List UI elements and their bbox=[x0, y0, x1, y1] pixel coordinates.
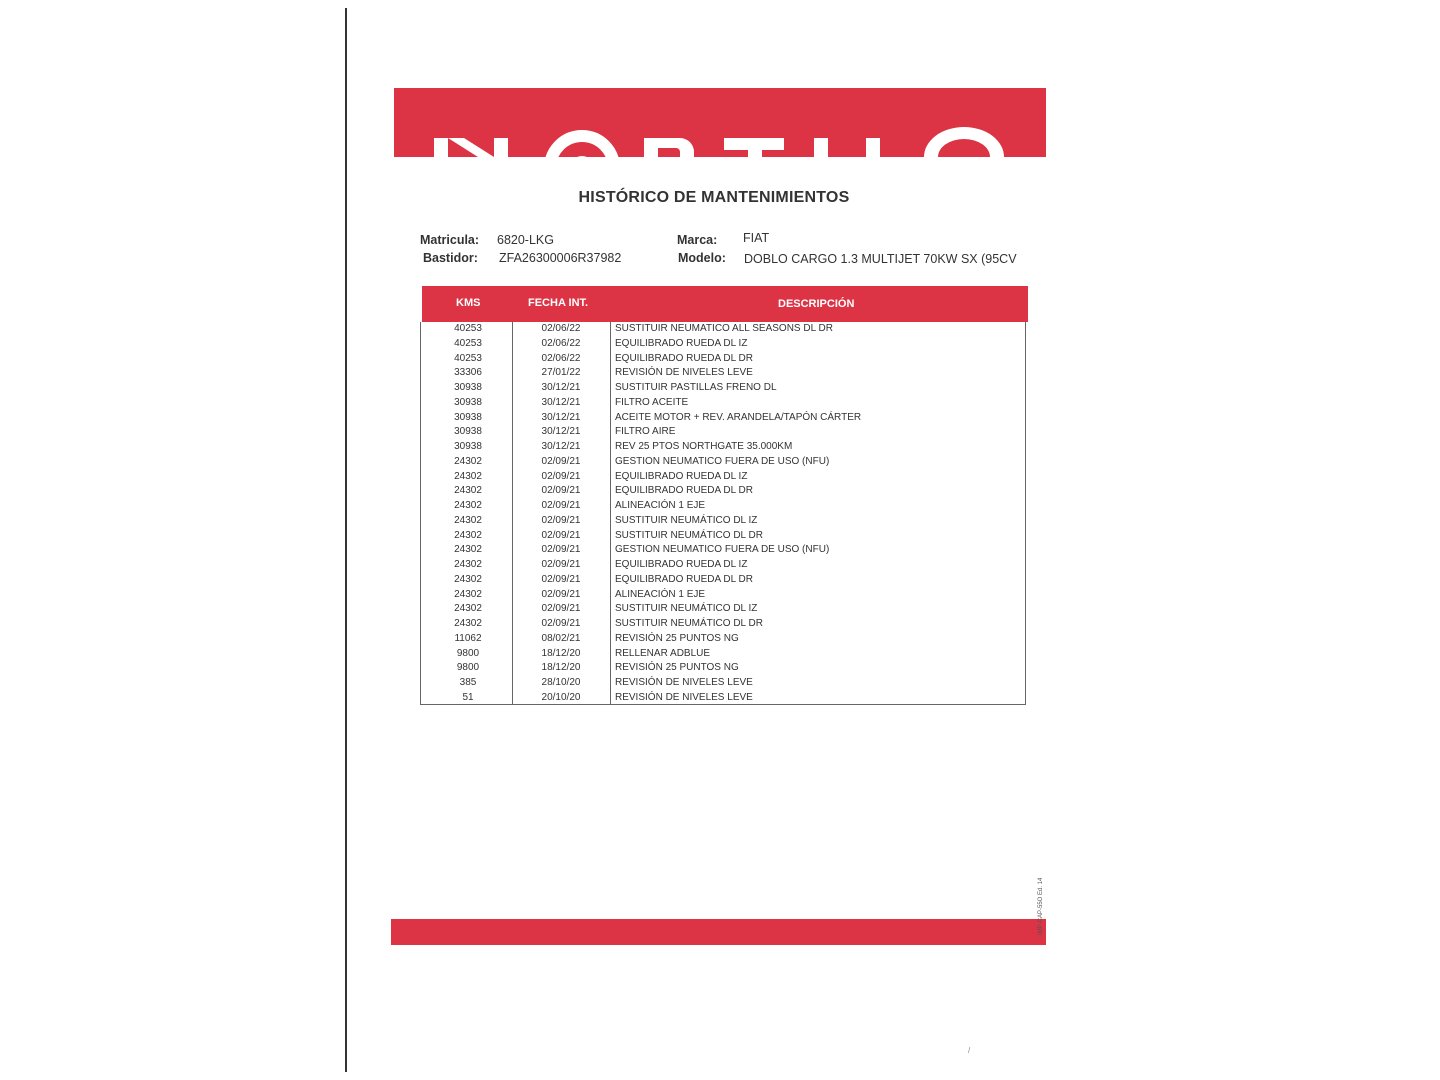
page-edge-line bbox=[345, 8, 347, 1072]
table-row bbox=[421, 397, 1025, 412]
fecha-cell: 18/12/20 bbox=[541, 647, 581, 659]
kms-cell: 24302 bbox=[454, 588, 482, 600]
table-row bbox=[421, 574, 1025, 589]
descripcion-cell: SUSTITUIR NEUMATICO ALL SEASONS DL DR bbox=[615, 323, 834, 334]
descripcion-cell: REVISIÓN 25 PUNTOS NG bbox=[615, 662, 739, 674]
descripcion-cell: SUSTITUIR NEUMÁTICO DL IZ bbox=[615, 603, 758, 615]
marca-value: FIAT bbox=[743, 231, 770, 245]
table-row bbox=[421, 456, 1025, 471]
table-row bbox=[421, 485, 1025, 500]
descripcion-cell: EQUILIBRADO RUEDA DL IZ bbox=[615, 470, 748, 482]
descripcion-cell: ALINEACIÓN 1 EJE bbox=[615, 500, 706, 511]
table-row bbox=[421, 530, 1025, 545]
header-kms: KMS bbox=[456, 297, 481, 309]
kms-cell: 24302 bbox=[454, 603, 482, 615]
kms-cell: 24302 bbox=[454, 470, 482, 482]
modelo-value: DOBLO CARGO 1.3 MULTIJET 70KW SX (95CV bbox=[744, 252, 1017, 266]
descripcion-cell: REVISIÓN DE NIVELES LEVE bbox=[615, 367, 753, 379]
descripcion-cell: REVISIÓN DE NIVELES LEVE bbox=[615, 691, 753, 703]
kms-cell: 24302 bbox=[454, 455, 482, 467]
table-header bbox=[422, 286, 1028, 322]
kms-cell: 385 bbox=[459, 677, 477, 688]
descripcion-cell: SUSTITUIR NEUMÁTICO DL DR bbox=[615, 529, 763, 541]
corner-mark: / bbox=[968, 1046, 971, 1055]
footer-band bbox=[391, 919, 1046, 945]
kms-cell: 9800 bbox=[456, 647, 480, 659]
fecha-cell: 30/12/21 bbox=[541, 382, 581, 393]
descripcion-cell: GESTION NEUMATICO FUERA DE USO (NFU) bbox=[615, 544, 830, 556]
northgate-logo-icon bbox=[394, 88, 1046, 157]
fecha-cell: 02/09/21 bbox=[541, 544, 581, 556]
fecha-cell: 02/09/21 bbox=[541, 500, 581, 511]
descripcion-cell: FILTRO ACEITE bbox=[615, 396, 689, 408]
descripcion-cell: SUSTITUIR PASTILLAS FRENO DL bbox=[615, 382, 777, 393]
kms-cell: 24302 bbox=[454, 500, 482, 511]
table-row bbox=[421, 677, 1025, 692]
bastidor-label: Bastidor: bbox=[423, 251, 478, 265]
descripcion-cell: REVISIÓN 25 PUNTOS NG bbox=[615, 632, 739, 644]
fecha-cell: 08/02/21 bbox=[541, 632, 581, 644]
descripcion-cell: GESTION NEUMATICO FUERA DE USO (NFU) bbox=[615, 455, 830, 467]
table-row bbox=[421, 544, 1025, 559]
fecha-cell: 02/09/21 bbox=[541, 573, 581, 585]
fecha-cell: 02/06/22 bbox=[541, 323, 581, 334]
fecha-cell: 02/09/21 bbox=[541, 485, 581, 497]
header-descripcion: DESCRIPCIÓN bbox=[778, 298, 855, 310]
table-row bbox=[421, 515, 1025, 530]
header-fecha: FECHA INT. bbox=[528, 297, 589, 309]
table-row bbox=[421, 692, 1025, 707]
fecha-cell: 02/09/21 bbox=[541, 529, 581, 541]
kms-cell: 24302 bbox=[454, 573, 482, 585]
table-body bbox=[420, 322, 1026, 705]
table-row bbox=[421, 603, 1025, 618]
table-row bbox=[421, 412, 1025, 427]
fecha-cell: 02/06/22 bbox=[541, 337, 581, 349]
bastidor-value: ZFA26300006R37982 bbox=[499, 251, 622, 265]
descripcion-cell: REVISIÓN DE NIVELES LEVE bbox=[615, 677, 753, 688]
table-row bbox=[421, 618, 1025, 633]
fecha-cell: 30/12/21 bbox=[541, 441, 581, 452]
descripcion-cell: FILTRO AIRE bbox=[615, 426, 676, 438]
fecha-cell: 18/12/20 bbox=[541, 662, 581, 674]
modelo-label: Modelo: bbox=[678, 251, 726, 265]
table-row bbox=[421, 662, 1025, 677]
fecha-cell: 02/09/21 bbox=[541, 514, 581, 526]
fecha-cell: 27/01/22 bbox=[541, 367, 581, 379]
descripcion-cell: EQUILIBRADO RUEDA DL DR bbox=[615, 485, 753, 497]
fecha-cell: 30/12/21 bbox=[541, 426, 581, 438]
marca-label: Marca: bbox=[677, 233, 718, 247]
kms-cell: 11062 bbox=[454, 632, 482, 644]
matricula-value: 6820-LKG bbox=[497, 233, 554, 247]
fecha-cell: 02/09/21 bbox=[541, 618, 581, 629]
table-row bbox=[421, 323, 1025, 338]
descripcion-cell: RELLENAR ADBLUE bbox=[615, 647, 711, 659]
fecha-cell: 02/09/21 bbox=[541, 603, 581, 615]
descripcion-cell: EQUILIBRADO RUEDA DL DR bbox=[615, 352, 753, 364]
table-row bbox=[421, 589, 1025, 604]
matricula-label: Matricula: bbox=[420, 233, 480, 247]
kms-cell: 40253 bbox=[454, 323, 482, 334]
descripcion-cell: EQUILIBRADO RUEDA DL DR bbox=[615, 573, 753, 585]
table-row bbox=[421, 367, 1025, 382]
kms-cell: 30938 bbox=[454, 382, 482, 393]
header-band bbox=[394, 88, 1046, 157]
descripcion-cell: EQUILIBRADO RUEDA DL IZ bbox=[615, 559, 748, 570]
fecha-cell: 02/09/21 bbox=[541, 455, 581, 467]
table-row bbox=[421, 338, 1025, 353]
descripcion-cell: ALINEACIÓN 1 EJE bbox=[615, 588, 706, 600]
kms-cell: 51 bbox=[462, 691, 474, 703]
fecha-cell: 30/12/21 bbox=[541, 396, 581, 408]
table-row bbox=[421, 382, 1025, 397]
kms-cell: 33306 bbox=[454, 367, 482, 379]
document-title: HISTÓRICO DE MANTENIMIENTOS bbox=[578, 189, 850, 206]
descripcion-cell: SUSTITUIR NEUMÁTICO DL DR bbox=[615, 618, 763, 629]
kms-cell: 24302 bbox=[454, 559, 482, 570]
descripcion-cell: REV 25 PTOS NORTHGATE 35.000KM bbox=[615, 441, 793, 452]
kms-cell: 40253 bbox=[454, 337, 482, 349]
fecha-cell: 02/09/21 bbox=[541, 559, 581, 570]
form-code: IMP-CAP-55O Ed. 14 bbox=[1038, 877, 1044, 935]
table-row bbox=[421, 426, 1025, 441]
descripcion-cell: ACEITE MOTOR + REV. ARANDELA/TAPÓN CÁRTER bbox=[615, 411, 862, 423]
descripcion-cell: SUSTITUIR NEUMÁTICO DL IZ bbox=[615, 514, 758, 526]
table-row bbox=[421, 500, 1025, 515]
fecha-cell: 02/06/22 bbox=[541, 352, 581, 364]
table-row bbox=[421, 471, 1025, 486]
fecha-cell: 02/09/21 bbox=[541, 588, 581, 600]
table-row bbox=[421, 633, 1025, 648]
kms-cell: 9800 bbox=[456, 662, 480, 674]
table-row bbox=[421, 353, 1025, 368]
kms-cell: 24302 bbox=[454, 485, 482, 497]
kms-cell: 24302 bbox=[454, 544, 482, 556]
kms-cell: 24302 bbox=[454, 529, 482, 541]
kms-cell: 24302 bbox=[454, 514, 482, 526]
table-row bbox=[421, 559, 1025, 574]
fecha-cell: 28/10/20 bbox=[541, 677, 581, 688]
table-row bbox=[421, 441, 1025, 456]
maintenance-table bbox=[420, 286, 1028, 705]
fecha-cell: 20/10/20 bbox=[541, 691, 581, 703]
fecha-cell: 30/12/21 bbox=[541, 411, 581, 423]
kms-cell: 40253 bbox=[454, 352, 482, 364]
kms-cell: 30938 bbox=[454, 441, 482, 452]
kms-cell: 30938 bbox=[454, 396, 482, 408]
descripcion-cell: EQUILIBRADO RUEDA DL IZ bbox=[615, 337, 748, 349]
table-row bbox=[421, 648, 1025, 663]
kms-cell: 24302 bbox=[454, 618, 482, 629]
kms-cell: 30938 bbox=[454, 411, 482, 423]
fecha-cell: 02/09/21 bbox=[541, 470, 581, 482]
kms-cell: 30938 bbox=[454, 426, 482, 438]
